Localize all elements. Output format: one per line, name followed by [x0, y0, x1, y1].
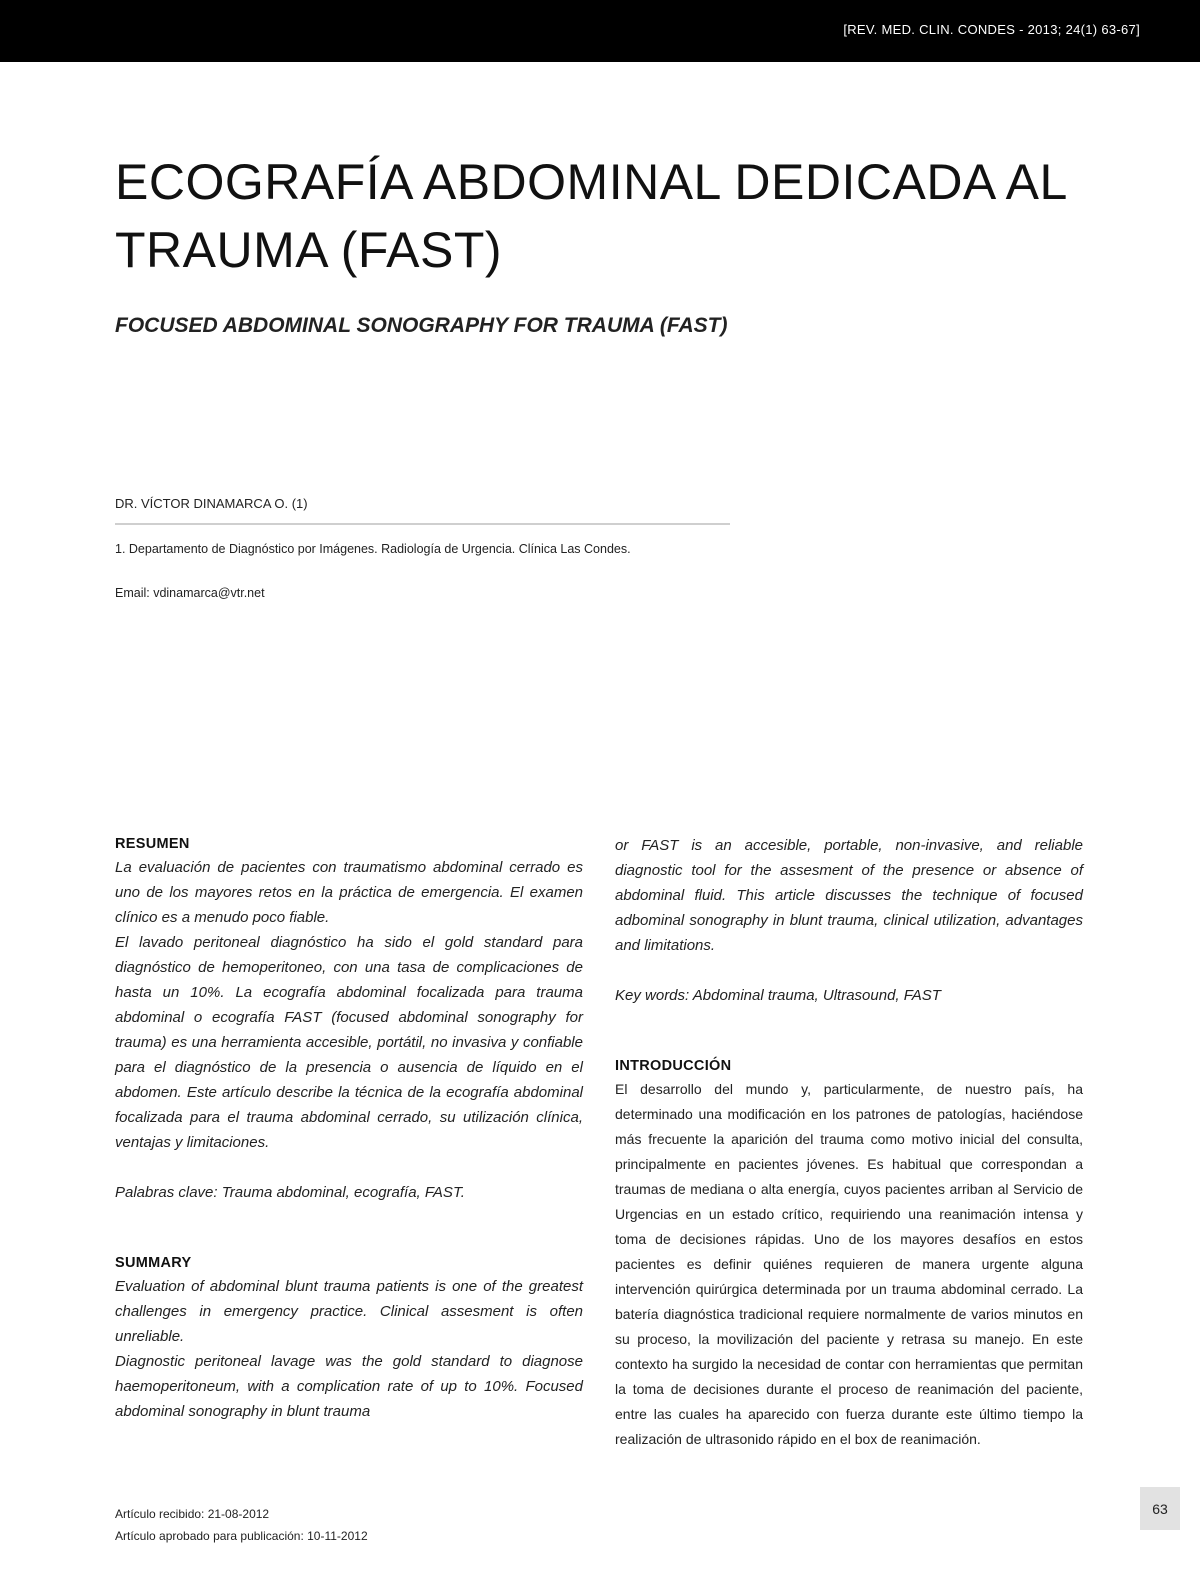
- summary-paragraph-1: Evaluation of abdominal blunt trauma patients is one of the greatest challenges in emergency practice. Clinical assesment is often unreliable.: [115, 1278, 583, 1345]
- article-dates: [115, 1503, 368, 1547]
- resumen-paragraph-2: El lavado peritoneal diagnóstico ha sido el gold standard para diagnóstico de hemoperitoneo, con una tasa de complicaciones de hasta un 10%. La ecografía abdominal focalizada para trauma abdominal o ecografía FAST (focused abdominal sonography for trauma) es una herramienta accesible, portátil, no invasiva y confiable para el diagnóstico de la presencia o ausencia de líquido en el abdomen. Este artículo describe la técnica de la ecografía abdominal focalizada para el trauma abdominal cerrado, su utilización clínica, ventajas y limitaciones.: [115, 934, 583, 1151]
- page-number-label: 63: [1152, 1500, 1168, 1517]
- author-divider: [115, 523, 730, 525]
- summary-heading: SUMMARY: [115, 1255, 192, 1271]
- summary-paragraph-2: Diagnostic peritoneal lavage was the gold standard to diagnose haemoperitoneum, with a complication rate of up to 10%. Focused abdominal sonography in blunt trauma: [115, 1353, 583, 1420]
- summary-paragraph-2-continued: or FAST is an accesible, portable, non-invasive, and reliable diagnostic tool for the assesment of the presence or absence of abdominal fluid. This article discusses the technique of focused adbominal sonography in blunt trauma, clinical utilization, advantages and limitations.: [615, 837, 1083, 954]
- introduccion-paragraph-1: El desarrollo del mundo y, particularmente, de nuestro país, ha determinado una modificación en los patrones de patologías, haciéndose más frecuente la aparición del trauma como motivo inicial del consulta, principalmente en pacientes jóvenes. Es habitual que correspondan a traumas de mediana o alta energía, cuyos pacientes arriban al Servicio de Urgencias en un estado crítico, requiriendo una reanimación intensa y toma de decisiones rápidas. Uno de los mayores desafíos en estos pacientes es definir quiénes requieren de manera urgente alguna intervención quirúrgica determinada por un trauma abdominal cerrado. La batería diagnóstica tradicional requiere normalmente de varios minutos en su proceso, la movilización del paciente y retrasa su manejo. En este contexto ha surgido la necesidad de contar con herramientas que permitan la toma de decisiones durante el proceso de reanimación del paciente, entre las cuales ha aparecido con fuerza durante este último tiempo la realización de ultrasonido rápido en el box de reanimación.: [615, 1081, 1083, 1447]
- author-name: DR. VÍCTOR DINAMARCA O. (1): [115, 496, 308, 511]
- author-email[interactable]: Email: vdinamarca@vtr.net: [115, 586, 265, 600]
- resumen-keywords: Palabras clave: Trauma abdominal, ecografía, FAST.: [115, 1184, 465, 1201]
- journal-reference: [REV. MED. CLIN. CONDES - 2013; 24(1) 63-67]: [843, 22, 1140, 37]
- article-subtitle: FOCUSED ABDOMINAL SONOGRAPHY FOR TRAUMA (FAST): [115, 314, 728, 337]
- article-title: ECOGRAFÍA ABDOMINAL DEDICADA AL TRAUMA (FAST): [115, 154, 1066, 278]
- right-column: [615, 833, 1083, 1452]
- approved-date: Artículo aprobado para publicación: 10-11-2012: [115, 1529, 368, 1543]
- resumen-heading: RESUMEN: [115, 836, 190, 852]
- summary-keywords: Key words: Abdominal trauma, Ultrasound, FAST: [615, 987, 941, 1004]
- header-bar: [0, 0, 1200, 62]
- page-number: [1140, 1487, 1180, 1530]
- resumen-paragraph-1: La evaluación de pacientes con traumatismo abdominal cerrado es uno de los mayores retos en la práctica de emergencia. El examen clínico es a menudo poco fiable.: [115, 859, 583, 926]
- left-column: [115, 833, 583, 1424]
- author-affiliation: 1. Departamento de Diagnóstico por Imágenes. Radiología de Urgencia. Clínica Las Condes.: [115, 542, 631, 556]
- introduccion-heading: INTRODUCCIÓN: [615, 1058, 732, 1074]
- received-date: Artículo recibido: 21-08-2012: [115, 1507, 270, 1521]
